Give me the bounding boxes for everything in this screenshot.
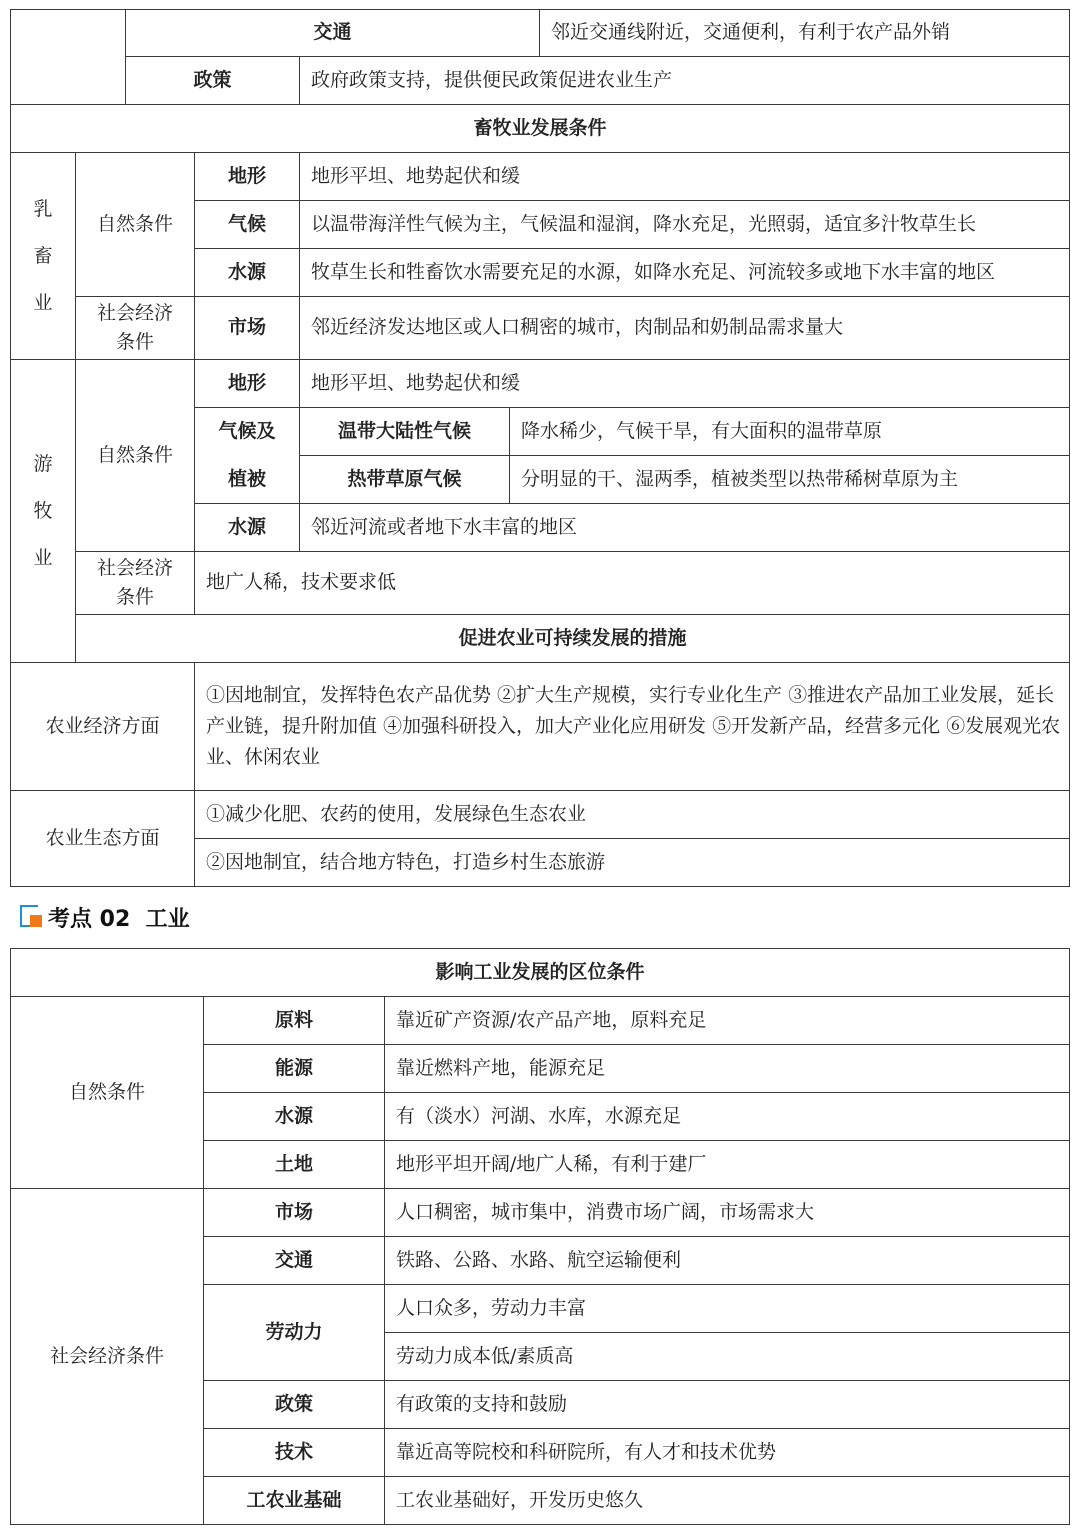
industry-social-label: 社会经济条件 [11, 1189, 204, 1525]
section-heading [20, 897, 190, 937]
nomadic-climate-label-2: 植被 [195, 456, 300, 504]
section-marker-icon [20, 905, 44, 929]
nomadic-social-label: 社会经济条件 [76, 552, 195, 615]
nomadic-name-char: 业 [33, 546, 53, 569]
industry-title: 影响工业发展的区位条件 [11, 949, 1070, 997]
livestock-table [10, 104, 1070, 887]
base-text: 工农业基础好，开发历史悠久 [385, 1477, 1070, 1525]
labor-label: 劳动力 [204, 1285, 385, 1381]
transport-text: 铁路、公路、水路、航空运输便利 [385, 1237, 1070, 1285]
eco-item-2: ②因地制宜，结合地方特色，打造乡村生态旅游 [195, 839, 1070, 887]
row-text-transport: 邻近交通线附近，交通便利，有利于农产品外销 [540, 10, 1070, 57]
livestock-title: 畜牧业发展条件 [11, 105, 1070, 153]
dairy-name-char: 业 [33, 291, 53, 314]
dairy-terrain-label: 地形 [195, 153, 300, 201]
dairy-market-text: 邻近经济发达地区或人口稠密的城市，肉制品和奶制品需求量大 [300, 297, 1070, 360]
economic-label: 农业经济方面 [11, 663, 195, 791]
eco-item-1: ①减少化肥、农药的使用，发展绿色生态农业 [195, 791, 1070, 839]
nomadic-terrain-text: 地形平坦、地势起伏和缓 [300, 360, 1070, 408]
policy-text: 有政策的支持和鼓励 [385, 1381, 1070, 1429]
land-text: 地形平坦开阔/地广人稀，有利于建厂 [385, 1141, 1070, 1189]
nomadic-name [11, 360, 76, 663]
dairy-name [11, 153, 76, 360]
energy-label: 能源 [204, 1045, 385, 1093]
top-table [10, 9, 1070, 105]
policy-label: 政策 [204, 1381, 385, 1429]
material-text: 靠近矿产资源/农产品产地，原料充足 [385, 997, 1070, 1045]
climate-text-temperate: 降水稀少，气候干旱，有大面积的温带草原 [510, 408, 1070, 456]
dairy-market-label: 市场 [195, 297, 300, 360]
dairy-name-char: 乳 [33, 197, 53, 220]
dairy-name-char: 畜 [33, 244, 53, 267]
land-label: 土地 [204, 1141, 385, 1189]
dairy-climate-label: 气候 [195, 201, 300, 249]
row-text-policy: 政府政策支持，提供便民政策促进农业生产 [300, 57, 1070, 105]
market-label: 市场 [204, 1189, 385, 1237]
nomadic-natural-label: 自然条件 [76, 360, 195, 552]
nomadic-name-char: 游 [33, 452, 53, 475]
nomadic-water-label: 水源 [195, 504, 300, 552]
nomadic-name-char: 牧 [33, 499, 53, 522]
row-label-transport: 交通 [126, 10, 540, 57]
dairy-terrain-text: 地形平坦、地势起伏和缓 [300, 153, 1070, 201]
labor-text-2: 劳动力成本低/素质高 [385, 1333, 1070, 1381]
technology-label: 技术 [204, 1429, 385, 1477]
nomadic-social-text: 地广人稀，技术要求低 [195, 552, 1070, 615]
climate-type-savanna: 热带草原气候 [300, 456, 510, 504]
nomadic-climate-label-1: 气候及 [195, 408, 300, 456]
dairy-water-label: 水源 [195, 249, 300, 297]
industry-natural-label: 自然条件 [11, 997, 204, 1189]
row-label-policy: 政策 [126, 57, 300, 105]
sustainable-title: 促进农业可持续发展的措施 [76, 615, 1070, 663]
energy-text: 靠近燃料产地，能源充足 [385, 1045, 1070, 1093]
nomadic-water-text: 邻近河流或者地下水丰富的地区 [300, 504, 1070, 552]
section-title: 考点 02 工业 [48, 906, 190, 932]
empty-cell [11, 10, 126, 105]
dairy-natural-label: 自然条件 [76, 153, 195, 297]
labor-text-1: 人口众多，劳动力丰富 [385, 1285, 1070, 1333]
base-label: 工农业基础 [204, 1477, 385, 1525]
dairy-social-label: 社会经济条件 [76, 297, 195, 360]
climate-text-savanna: 分明显的干、湿两季，植被类型以热带稀树草原为主 [510, 456, 1070, 504]
technology-text: 靠近高等院校和科研院所，有人才和技术优势 [385, 1429, 1070, 1477]
eco-label: 农业生态方面 [11, 791, 195, 887]
dairy-water-text: 牧草生长和牲畜饮水需要充足的水源，如降水充足、河流较多或地下水丰富的地区 [300, 249, 1070, 297]
industry-table [10, 948, 1070, 1525]
dairy-climate-text: 以温带海洋性气候为主，气候温和湿润，降水充足，光照弱，适宜多汁牧草生长 [300, 201, 1070, 249]
water-text: 有（淡水）河湖、水库，水源充足 [385, 1093, 1070, 1141]
nomadic-terrain-label: 地形 [195, 360, 300, 408]
material-label: 原料 [204, 997, 385, 1045]
market-text: 人口稠密，城市集中，消费市场广阔，市场需求大 [385, 1189, 1070, 1237]
water-label: 水源 [204, 1093, 385, 1141]
transport-label: 交通 [204, 1237, 385, 1285]
economic-text: ①因地制宜，发挥特色农产品优势 ②扩大生产规模，实行专业化生产 ③推进农产品加工业发展，延长产业链，提升附加值 ④加强科研投入，加大产业化应用研发 ⑤开发新产品，经营多元化 ⑥发展观光农业、休闲农业 [195, 663, 1070, 791]
climate-type-temperate: 温带大陆性气候 [300, 408, 510, 456]
